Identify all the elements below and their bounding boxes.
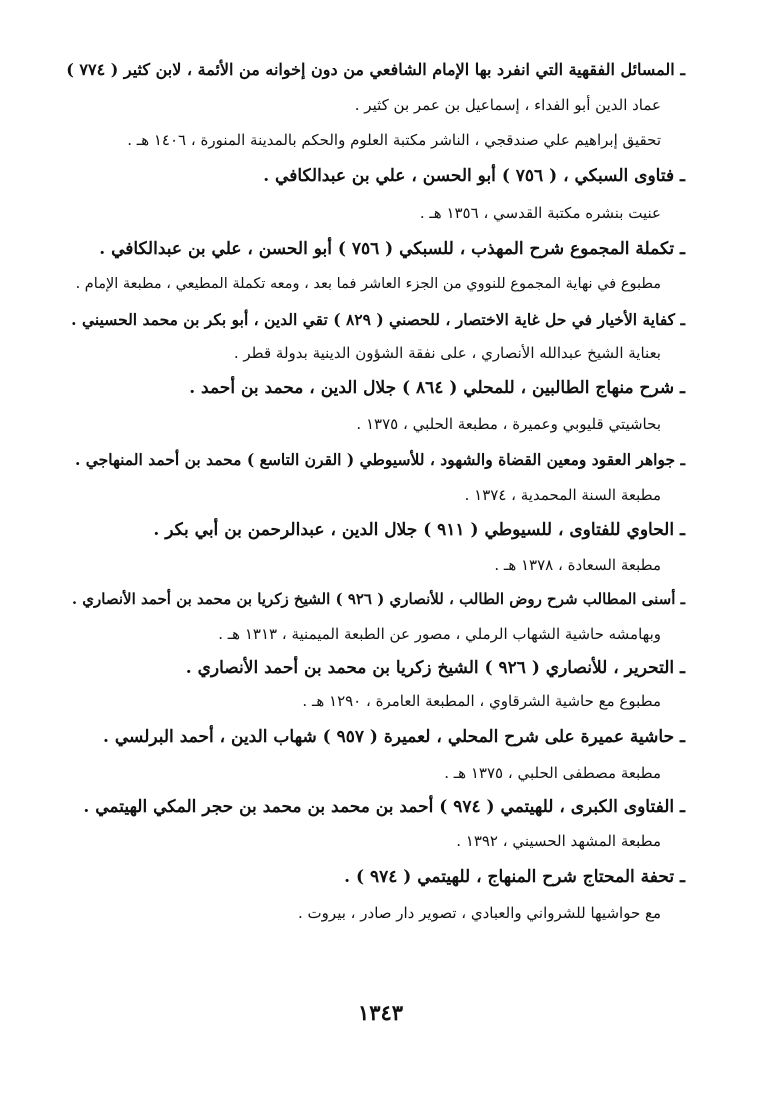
entry-note: مطبعة السعادة ، ١٣٧٨ هـ . [494,556,661,574]
entry-title: ـ كفاية الأخيار في حل غاية الاختصار ، للحصني ( ٨٢٩ ) تقي الدين ، أبو بكر بن محمد الحسيني . [71,310,685,329]
entry-title: ـ تكملة المجموع شرح المهذب ، للسبكي ( ٧٥٦ ) أبو الحسن ، علي بن عبدالكافي . [99,239,685,259]
entry-title: ـ جواهر العقود ومعين القضاة والشهود ، للأسيوطي ( القرن التاسع ) محمد بن أحمد المنهاجي . [74,450,685,469]
entry-note: عنيت بنشره مكتبة القدسي ، ١٣٥٦ هـ . [419,204,661,222]
entry-note: مطبعة السنة المحمدية ، ١٣٧٤ . [464,486,661,504]
entry-note: مطبوع في نهاية المجموع للنووي من الجزء العاشر فما بعد ، ومعه تكملة المطيعي ، مطبعة الإمام . [75,276,661,292]
entry-title: ـ حاشية عميرة على شرح المحلي ، لعميرة ( ٩٥٧ ) شهاب الدين ، أحمد البرلسي . [103,727,685,747]
entry-note: بحاشيتي قليوبي وعميرة ، مطبعة الحلبي ، ١٣٧٥ . [356,415,661,433]
entry-title: ـ تحفة المحتاج شرح المنهاج ، للهيتمي ( ٩٧٤ ) . [344,867,685,887]
entry-note: تحقيق إبراهيم علي صندقجي ، الناشر مكتبة العلوم والحكم بالمدينة المنورة ، ١٤٠٦ هـ . [127,131,661,149]
entry-note: عماد الدين أبو الفداء ، إسماعيل بن عمر بن كثير . [354,96,661,114]
entry-title: ـ شرح منهاج الطالبين ، للمحلي ( ٨٦٤ ) جلال الدين ، محمد بن أحمد . [189,378,685,398]
entry-title: ـ الفتاوى الكبرى ، للهيتمي ( ٩٧٤ ) أحمد بن محمد بن محمد بن حجر المكي الهيتمي . [83,797,685,817]
entry-title: ـ فتاوى السبكي ، ( ٧٥٦ ) أبو الحسن ، علي بن عبدالكافي . [263,166,685,186]
entry-note: وبهامشه حاشية الشهاب الرملي ، مصور عن الطبعة الميمنية ، ١٣١٣ هـ . [218,625,661,643]
entry-note: مطبعة المشهد الحسيني ، ١٣٩٢ . [456,832,661,850]
entry-note: مع حواشيها للشرواني والعبادي ، تصوير دار صادر ، بيروت . [298,904,661,922]
page-number: ١٣٤٣ [357,1000,404,1025]
entry-title: ـ المسائل الفقهية التي انفرد بها الإمام الشافعي من دون إخوانه من الأئمة ، لابن كثير ( ٧٧٤ ) [66,60,685,79]
entry-note: مطبوع مع حاشية الشرقاوي ، المطبعة العامرة ، ١٢٩٠ هـ . [302,692,661,710]
entry-note: بعناية الشيخ عبدالله الأنصاري ، على نفقة الشؤون الدينية بدولة قطر . [233,344,661,362]
entry-title: ـ أسنى المطالب شرح روض الطالب ، للأنصاري ( ٩٢٦ ) الشيخ زكريا بن محمد بن أحمد الأنصاري . [71,590,685,608]
entry-note: مطبعة مصطفى الحلبي ، ١٣٧٥ هـ . [444,764,661,782]
entry-title: ـ الحاوي للفتاوى ، للسيوطي ( ٩١١ ) جلال الدين ، عبدالرحمن بن أبي بكر . [153,520,685,540]
entry-title: ـ التحرير ، للأنصاري ( ٩٢٦ ) الشيخ زكريا بن محمد بن أحمد الأنصاري . [185,658,685,678]
